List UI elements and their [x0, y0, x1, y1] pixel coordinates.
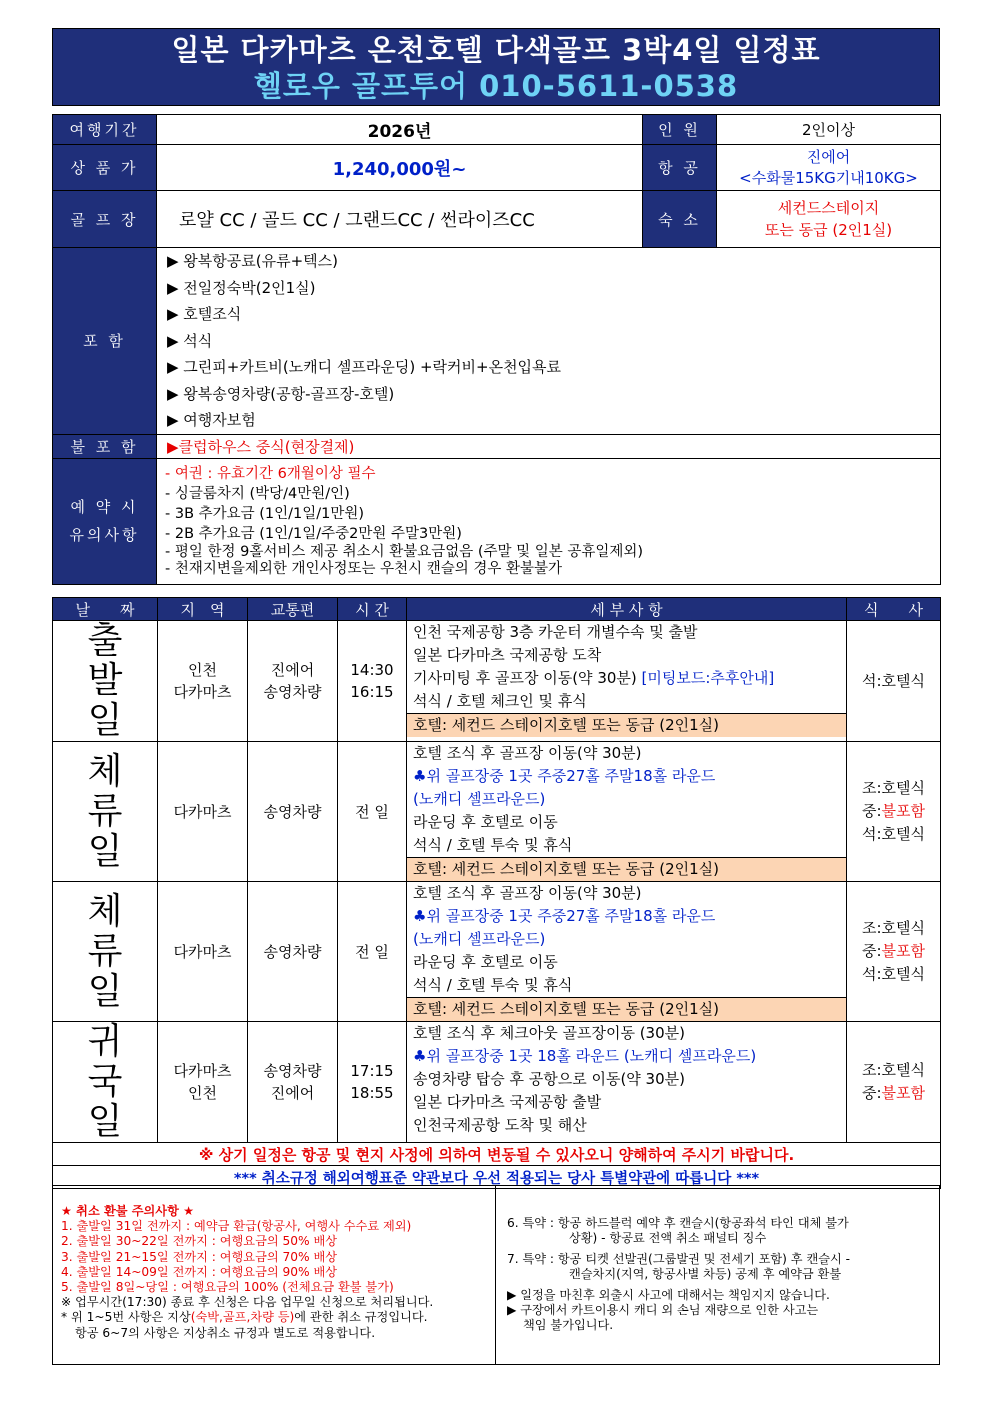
meal-prefix: 중: — [861, 1084, 882, 1102]
detail-line: 호텔 조식 후 체크아웃 골프장이동 (30분) — [413, 1024, 685, 1042]
region-cell — [158, 1022, 248, 1143]
detail-line: 라운딩 후 호텔로 이동 — [413, 953, 558, 971]
detail-line: 호텔 조식 후 골프장 이동(약 30분) — [413, 884, 642, 902]
include-list — [157, 248, 941, 435]
list-item — [61, 1310, 495, 1325]
detail-line: 인천국제공항 도착 및 해산 — [413, 1116, 587, 1134]
detail-line: 라운딩 후 호텔로 이동 — [413, 813, 558, 831]
notice-label — [53, 458, 157, 584]
day-label — [53, 621, 158, 742]
golf-label: 골 프 장 — [53, 191, 157, 248]
detail-line — [407, 667, 846, 690]
list-item: 항공 6~7의 사항은 지상취소 규정과 별도로 적용합니다. — [75, 1325, 376, 1340]
hotel-line: 호텔: 세컨드 스테이지호텔 또는 동급 (2인1실) — [407, 997, 846, 1021]
region-cell — [158, 621, 248, 742]
region-text: 다카마츠 — [173, 683, 232, 701]
list-item: 캔슬차지(지역, 항공사별 차등) 공제 후 예약금 환불 — [569, 1267, 842, 1281]
region-text: 인천 — [188, 1084, 217, 1102]
detail-line: 호텔 조식 후 골프장 이동(약 30분) — [413, 744, 642, 762]
detail-line: 석식 / 호텔 체크인 및 휴식 — [413, 692, 587, 710]
day-char: 일 — [87, 830, 123, 872]
transport-cell — [248, 1022, 338, 1143]
airline-value: 진에어 — [806, 147, 851, 166]
day-char: 체 — [87, 750, 123, 792]
list-item: 5. 출발일 8일~당일 : 여행요금의 100% (전체요금 환불 불가) — [61, 1280, 394, 1295]
detail-text: 기사미팅 후 골프장 이동(약 30분) — [413, 669, 637, 687]
day-char: 일 — [87, 970, 123, 1012]
page-subtitle: 헬로우 골프투어 010-5611-0538 — [253, 69, 739, 103]
time-text: 18:55 — [350, 1084, 394, 1102]
col-header-region: 지 역 — [158, 598, 248, 621]
cancellation-terms — [52, 1185, 940, 1365]
day-char: 일 — [87, 1101, 123, 1142]
meal-prefix: 중: — [861, 942, 882, 960]
time-cell — [338, 1022, 407, 1143]
col-header-meal: 식 사 — [847, 598, 941, 621]
col-header-date: 날 짜 — [53, 598, 158, 621]
people-value: 2인이상 — [717, 115, 941, 145]
meal-text: 석:호텔식 — [861, 671, 925, 690]
list-item: 3. 출발일 21~15일 전까지 : 여행요금의 70% 배상 — [61, 1249, 337, 1264]
region-cell: 다카마츠 — [158, 882, 248, 1022]
list-item: 책임 불가입니다. — [523, 1318, 614, 1332]
transport-text: 진에어 — [270, 1084, 315, 1102]
day-label — [53, 882, 158, 1022]
notice-label-line: 예 약 시 — [70, 498, 139, 516]
meal-prefix: 중: — [861, 802, 882, 820]
include-label: 포 함 — [53, 248, 157, 435]
notice-label-line: 유의사항 — [69, 526, 140, 544]
detail-line: ♣위 골프장중 1곳 18홀 라운드 (노캐디 셀프라운드) — [413, 1047, 757, 1065]
list-item: ▶ 왕복송영차량(공항-골프장-호텔) — [167, 384, 395, 403]
details-cell — [407, 882, 847, 1022]
list-item: ▶ 구장에서 카트이용시 캐디 외 손님 재량으로 인한 사고는 — [507, 1303, 819, 1317]
detail-line: 인천 국제공항 3층 카운터 개별수속 및 출발 — [413, 623, 698, 641]
lodging-label: 숙 소 — [643, 191, 717, 248]
meal-text: 조:호텔식 — [861, 919, 925, 937]
exclude-value: ▶클럽하우스 중식(현장결제) — [157, 434, 941, 458]
lodging-cell — [717, 191, 941, 248]
people-label: 인 원 — [643, 115, 717, 145]
region-cell: 다카마츠 — [158, 742, 248, 882]
transport-cell: 송영차량 — [248, 742, 338, 882]
meal-cell — [847, 621, 941, 742]
price-label: 상 품 가 — [53, 145, 157, 191]
list-item: 6. 특약 : 항공 하드블럭 예약 후 캔슬시(항공좌석 타인 대체 불가 — [507, 1216, 849, 1230]
region-text: 인천 — [188, 661, 217, 679]
list-item: ▶ 왕복항공료(유류+텍스) — [167, 252, 338, 270]
list-item: - 2B 추가요금 (1인/1일/주중2만원 주말3만원) — [165, 526, 462, 542]
table-row — [53, 882, 941, 1022]
detail-line: 일본 다카마츠 국제공항 출발 — [413, 1093, 602, 1111]
meeting-board-note: [미팅보드:추후안내] — [641, 669, 775, 687]
day-char: 류 — [87, 930, 123, 972]
details-cell — [407, 742, 847, 882]
cancellation-title: ★ 취소 환불 주의사항 ★ — [61, 1204, 195, 1218]
meal-text: 석:호텔식 — [861, 825, 925, 843]
golf-value: 로얄 CC / 골드 CC / 그랜드CC / 썬라이즈CC — [157, 191, 643, 248]
meal-cell — [847, 742, 941, 882]
list-item: 2. 출발일 30~22일 전까지 : 여행요금의 50% 배상 — [61, 1234, 337, 1249]
day-char: 출 — [87, 620, 123, 661]
meal-cell — [847, 1022, 941, 1143]
meal-text: 조:호텔식 — [861, 1061, 925, 1079]
transport-text: 송영차량 — [263, 1062, 322, 1080]
day-char: 발 — [87, 660, 123, 701]
exclude-label: 불 포 함 — [53, 434, 157, 458]
notice-list — [157, 458, 941, 584]
note-text: * 위 1~5번 사항은 지상 — [61, 1310, 191, 1325]
detail-line: (노캐디 셀프라운드) — [413, 790, 546, 808]
detail-line: ♣위 골프장중 1곳 주중27홀 주말18홀 라운드 — [413, 907, 716, 925]
day-label — [53, 742, 158, 882]
schedule-table — [52, 597, 941, 1189]
detail-line: (노캐디 셀프라운드) — [413, 930, 546, 948]
detail-line: 송영차량 탑승 후 공항으로 이동(약 30분) — [413, 1070, 685, 1088]
list-item: 4. 출발일 14~09일 전까지 : 여행요금의 90% 배상 — [61, 1264, 337, 1279]
list-item: - 평일 한정 9홀서비스 제공 취소시 환불요금없음 (주말 및 일본 공휴일제외) — [165, 544, 644, 560]
list-item: - 천재지변을제외한 개인사정또는 우천시 캔슬의 경우 환불불가 — [165, 561, 563, 577]
details-cell — [407, 1022, 847, 1143]
time-text: 14:30 — [350, 661, 394, 679]
hotel-line: 호텔: 세컨드 스테이지호텔 또는 동급 (2인1실) — [407, 713, 846, 737]
meal-excluded: 불포함 — [881, 942, 926, 960]
list-item: 7. 특약 : 항공 티켓 선발권(그룹발권 및 전세기 포함) 후 캔슬시 - — [507, 1252, 851, 1266]
list-item: ※ 업무시간(17:30) 종료 후 신청은 다음 업무일 신청으로 처리됩니다. — [61, 1295, 434, 1310]
list-item: ▶ 여행자보험 — [167, 411, 256, 429]
list-item: ▶ 석식 — [167, 331, 213, 350]
table-row — [53, 621, 941, 742]
meal-text — [847, 940, 940, 963]
cancellation-rules — [53, 1186, 496, 1364]
col-header-transport: 교통편 — [248, 598, 338, 621]
detail-line: 일본 다카마츠 국제공항 도착 — [413, 646, 602, 664]
detail-line: 석식 / 호텔 투숙 및 휴식 — [413, 836, 573, 854]
list-item: 상황) - 항공료 전액 취소 패널티 징수 — [569, 1231, 767, 1245]
page-title: 일본 다카마츠 온천호텔 다색골프 3박4일 일정표 — [171, 33, 821, 67]
day-char: 류 — [87, 790, 123, 832]
transport-cell — [248, 621, 338, 742]
day-char: 일 — [87, 700, 123, 741]
special-terms — [497, 1186, 939, 1364]
detail-line: ♣위 골프장중 1곳 주중27홀 주말18홀 라운드 — [413, 767, 716, 785]
lodging-note: 또는 동급 (2인1실) — [764, 221, 893, 239]
day-char: 체 — [87, 890, 123, 932]
period-label: 여행기간 — [53, 115, 157, 145]
day-label — [53, 1022, 158, 1143]
trip-info-table — [52, 114, 941, 585]
day-char: 귀 — [87, 1021, 123, 1062]
airline-label: 항 공 — [643, 145, 717, 191]
region-text: 다카마츠 — [173, 1062, 232, 1080]
table-row — [53, 742, 941, 882]
list-item: 1. 출발일 31일 전까지 : 예약금 환급(항공사, 여행사 수수료 제외) — [61, 1219, 412, 1234]
list-item: ▶ 전일정숙박(2인1실) — [167, 278, 316, 297]
note-highlight: (숙박,골프,차량 등) — [190, 1310, 295, 1325]
list-item: - 3B 추가요금 (1인/1일/1만원) — [165, 506, 365, 522]
time-cell: 전 일 — [338, 882, 407, 1022]
time-cell — [338, 621, 407, 742]
time-text: 16:15 — [350, 683, 394, 701]
page-header — [52, 28, 940, 106]
period-value: 2026년 — [157, 115, 643, 145]
col-header-details: 세 부 사 항 — [407, 598, 847, 621]
time-text: 17:15 — [350, 1062, 394, 1080]
meal-text — [847, 1082, 940, 1105]
meal-text: 조:호텔식 — [861, 779, 925, 797]
airline-note: <수화물15KG기내10KG> — [739, 168, 918, 187]
price-value: 1,240,000원~ — [157, 145, 643, 191]
cancellation-policy-notice: *** 취소규정 해외여행표준 약관보다 우선 적용되는 당사 특별약관에 따릅니다 *** — [53, 1166, 941, 1189]
time-cell: 전 일 — [338, 742, 407, 882]
hotel-line: 호텔: 세컨드 스테이지호텔 또는 동급 (2인1실) — [407, 857, 846, 881]
list-item: ▶ 호텔조식 — [167, 305, 242, 323]
list-item: ▶ 일정을 마친후 외출시 사고에 대해서는 책임지지 않습니다. — [507, 1288, 830, 1302]
list-item: - 싱글룸차지 (박당/4만원/인) — [165, 486, 350, 502]
details-cell — [407, 621, 847, 742]
col-header-time: 시 간 — [338, 598, 407, 621]
detail-line: 석식 / 호텔 투숙 및 휴식 — [413, 976, 573, 994]
meal-excluded: 불포함 — [881, 1084, 926, 1102]
meal-cell — [847, 882, 941, 1022]
transport-cell: 송영차량 — [248, 882, 338, 1022]
meal-text — [847, 800, 940, 823]
list-item: ▶ 그린피+카트비(노캐디 셀프라운딩) +락커비+온천입욕료 — [167, 358, 562, 376]
lodging-value: 세컨드스테이지 — [777, 199, 880, 217]
meal-text: 석:호텔식 — [861, 965, 925, 983]
note-text: 에 관한 취소 규정입니다. — [294, 1310, 428, 1325]
transport-text: 송영차량 — [263, 683, 322, 701]
schedule-change-notice: ※ 상기 일정은 항공 및 현지 사정에 의하여 변동될 수 있사오니 양해하여 주시기 바랍니다. — [53, 1143, 941, 1166]
airline-cell — [717, 145, 941, 191]
transport-text: 진에어 — [270, 661, 315, 679]
day-char: 국 — [87, 1061, 123, 1102]
meal-excluded: 불포함 — [881, 802, 926, 820]
table-row — [53, 1022, 941, 1143]
list-item: - 여권 : 유효기간 6개월이상 필수 — [165, 466, 376, 482]
